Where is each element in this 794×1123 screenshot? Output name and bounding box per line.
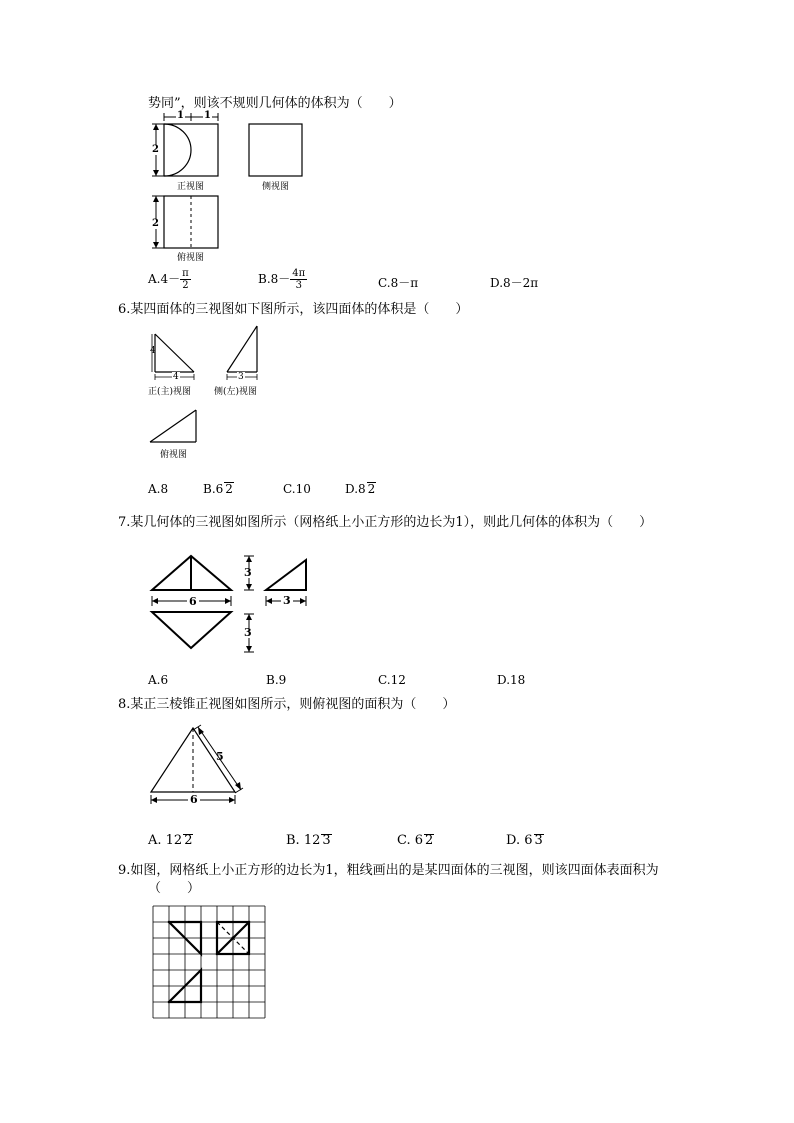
- q9-answer-blank: （ ）: [148, 881, 201, 896]
- q5-dim-1b: 1: [204, 110, 211, 121]
- q5-top-view-figure: [150, 194, 230, 254]
- q6-stem: 6.某四面体的三视图如下图所示，该四面体的体积是（ ）: [118, 302, 469, 317]
- q6-option-d: D.8 2: [345, 482, 376, 496]
- q5-option-c: C.8－π: [378, 276, 419, 290]
- q6-top-view-figure: [148, 408, 200, 444]
- q8-option-c: C. 6 2: [397, 833, 434, 848]
- q8-option-b: B. 12 3: [286, 833, 331, 848]
- q6-side-view-figure: [222, 324, 268, 382]
- q5-option-a: A.4－ $\frac{\pi}{2}$: [148, 268, 189, 291]
- q5-caption-top: 俯视图: [177, 253, 205, 263]
- q7-stem: 7.某几何体的三视图如图所示（网格纸上小正方形的边长为1），则此几何体的体积为（ ）: [118, 515, 653, 530]
- q5-dim-1a: 1: [177, 110, 184, 121]
- q7-option-d: D.18: [497, 673, 526, 687]
- q7-dim-front-width: 6: [189, 595, 197, 608]
- q7-top-view-figure: [148, 608, 238, 654]
- q5-caption-front: 正视图: [177, 182, 205, 192]
- q8-option-d: D. 6 3: [506, 833, 543, 848]
- q8-option-a: A. 12 2: [148, 833, 193, 848]
- q6-option-a: A.8: [148, 482, 169, 496]
- q5-option-d: D.8－2π: [490, 276, 539, 290]
- q5-stem-continuation: 势同”，则该不规则几何体的体积为（ ）: [148, 96, 402, 111]
- q7-dim-top-height: 3: [244, 626, 252, 639]
- q6-option-b: B.6 2: [203, 482, 233, 496]
- q8-dim-base: 6: [190, 793, 198, 806]
- q6-dim-base: 4: [173, 372, 179, 382]
- q6-caption-side: 侧(左)视图: [214, 387, 258, 397]
- q5-dim-2-top: 2: [152, 218, 159, 229]
- q6-dim-side-base: 3: [238, 372, 244, 382]
- q7-dim-side-width: 3: [283, 594, 291, 607]
- q7-option-a: A.6: [148, 673, 169, 687]
- q5-dim-2-front: 2: [152, 144, 159, 155]
- q7-option-c: C.12: [378, 673, 406, 687]
- q9-stem: 9.如图，网格纸上小正方形的边长为1，粗线画出的是某四面体的三视图，则该四面体表面积为: [118, 863, 659, 878]
- q6-option-c: C.10: [283, 482, 311, 496]
- q6-caption-top: 俯视图: [160, 450, 188, 460]
- q8-stem: 8.某正三棱锥正视图如图所示，则俯视图的面积为（ ）: [118, 697, 456, 712]
- q5-caption-side: 侧视图: [262, 182, 290, 192]
- q6-dim-height: 4: [150, 346, 156, 356]
- q5-side-view-figure: [248, 124, 304, 178]
- q7-dim-front-height: 3: [244, 566, 252, 579]
- q6-caption-front: 正(主)视图: [148, 387, 192, 397]
- q9-grid-figure: [152, 905, 270, 1021]
- q8-dim-slant: 5: [216, 750, 224, 763]
- q5-front-view-figure: [150, 110, 230, 182]
- q7-option-b: B.9: [266, 673, 287, 687]
- q5-option-b: B.8－ $\frac{4\pi}{3}$: [258, 268, 306, 291]
